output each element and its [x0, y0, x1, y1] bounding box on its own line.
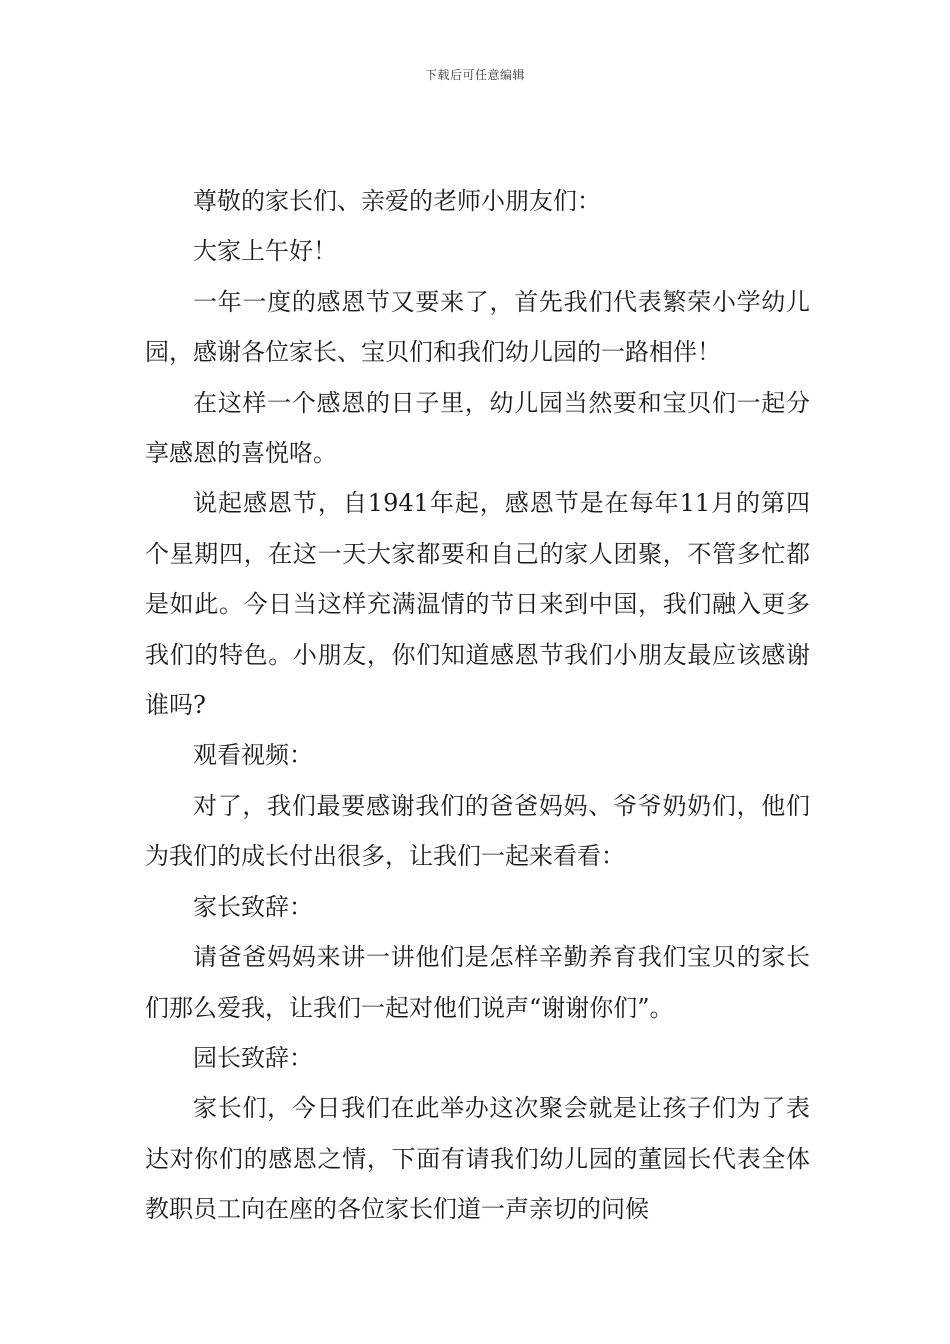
paragraph: 在这样一个感恩的日子里，幼儿园当然要和宝贝们一起分享感恩的喜悦咯。 [145, 388, 810, 468]
paragraph-heading: 园长致辞： [193, 1043, 313, 1072]
paragraph-greeting: 大家上午好！ [193, 237, 337, 266]
paragraph: 家长们，今日我们在此举办这次聚会就是让孩子们为了表达对你们的感恩之情，下面有请我们幼儿园的董园长代表全体教职员工向在座的各位家长们道一声亲切的问候 [145, 1094, 810, 1224]
paragraph-salutation: 尊敬的家长们、亲爱的老师小朋友们： [193, 187, 601, 215]
page-header: 下载后可任意编辑 [424, 68, 525, 82]
paragraph: 说起感恩节，自1941年起，感恩节是在每年11月的第四个星期四，在这一天大家都要和自己的家人团聚，不管多忙都是如此。今日当这样充满温情的节日来到中国，我们融入更多我们的特色。小朋友，你们知道感恩节我们小朋友最应该感谢谁吗? [145, 489, 810, 720]
paragraph: 一年一度的感恩节又要来了，首先我们代表繁荣小学幼儿园，感谢各位家长、宝贝们和我们幼儿园的一路相伴！ [145, 287, 810, 367]
paragraph: 请爸爸妈妈来讲一讲他们是怎样辛勤养育我们宝贝的家长们那么爱我，让我们一起对他们说声“谢谢你们”。 [145, 943, 810, 1022]
paragraph-heading: 家长致辞： [193, 892, 313, 921]
paragraph-heading: 观看视频： [193, 741, 313, 770]
document-body [145, 176, 810, 1235]
paragraph: 对了，我们最要感谢我们的爸爸妈妈、爷爷奶奶们，他们为我们的成长付出很多，让我们一起来看看： [145, 791, 810, 871]
